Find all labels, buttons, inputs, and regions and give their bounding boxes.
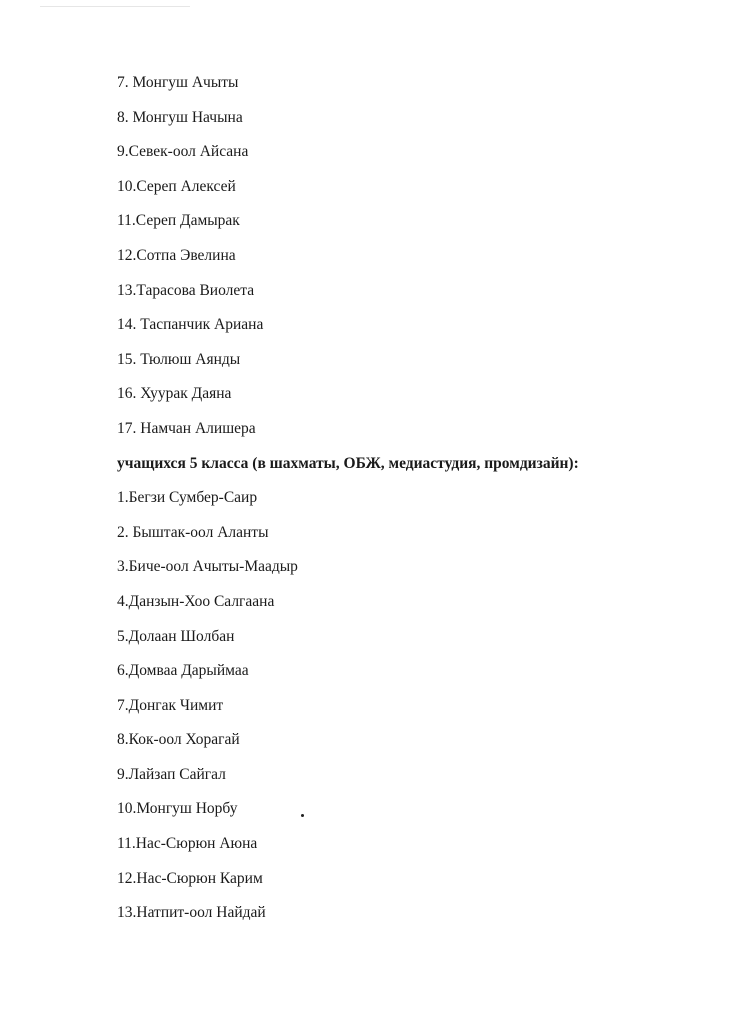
list-item: 14. Таспанчик Ариана [117, 316, 264, 334]
list-item: 11.Нас-Сюрюн Аюна [117, 835, 258, 853]
list-item: 4.Данзын-Хоо Салгаана [117, 592, 275, 610]
list-item: 1.Бегзи Сумбер-Саир [117, 489, 258, 507]
scan-edge-mark [40, 6, 190, 7]
list-item: 8.Кок-оол Хорагай [117, 731, 240, 749]
list-item: 13.Натпит-оол Найдай [117, 904, 266, 922]
list-item: 17. Намчан Алишера [117, 419, 256, 437]
list-item: 12.Нас-Сюрюн Карим [117, 869, 263, 887]
list-item: 3.Биче-оол Ачыты-Маадыр [117, 558, 298, 576]
section-heading: учащихся 5 класса (в шахматы, ОБЖ, медиастудия, промдизайн): [117, 454, 579, 472]
list-item: 12.Сотпа Эвелина [117, 246, 236, 264]
list-item: 9.Лайзап Сайгал [117, 765, 226, 783]
list-item: 10.Монгуш Норбу [117, 800, 238, 818]
list-item: 10.Сереп Алексей [117, 177, 236, 195]
list-item: 7.Донгак Чимит [117, 696, 224, 714]
list-item: 16. Хуурак Даяна [117, 385, 232, 403]
list-item: 13.Тарасова Виолета [117, 281, 255, 299]
list-item: 7. Монгуш Ачыты [117, 74, 239, 91]
list-item: 9.Севек-оол Айсана [117, 143, 249, 161]
list-item: 6.Домваа Дарыймаа [117, 662, 249, 680]
list-item: 2. Быштак-оол Аланты [117, 523, 269, 541]
student-list [117, 72, 717, 937]
list-item: 8. Монгуш Начына [117, 108, 243, 126]
list-item: 15. Тюлюш Аянды [117, 350, 241, 368]
list-item: 5.Долаан Шолбан [117, 627, 235, 645]
list-item: 11.Сереп Дамырак [117, 212, 240, 230]
scan-speck [301, 814, 304, 817]
